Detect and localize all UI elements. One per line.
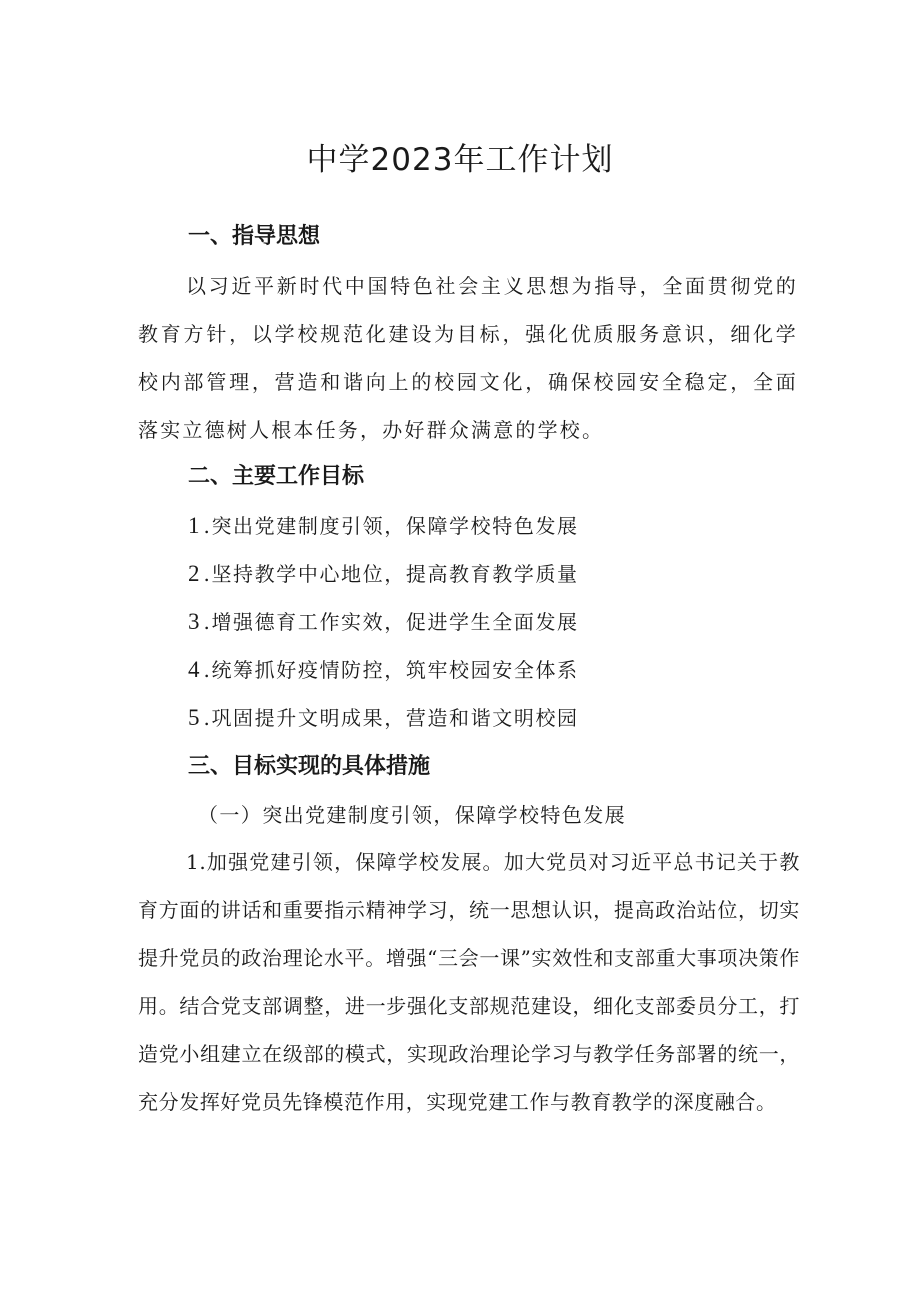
goal-item — [188, 557, 579, 591]
paragraph-guiding-ideology: 以习近平新时代中国特色社会主义思想为指导，全面贯彻党的教育方针，以学校规范化建设为目标，强化优质服务意识，细化学校内部管理，营造和谐向上的校园文化，确保校园安全稳定，全面落实立德树人根本任务，办好群众满意的学校。 — [138, 274, 798, 442]
goal-text: .坚持教学中心地位，提高教育教学质量 — [203, 562, 579, 586]
goal-item — [188, 653, 579, 687]
goal-number: 2 — [188, 561, 200, 586]
subsection-heading: （一）突出党建制度引领，保障学校特色发展 — [198, 803, 626, 827]
goal-number: 1 — [188, 513, 200, 538]
document-title: 中学2023年工作计划 — [306, 142, 614, 178]
goal-item — [188, 605, 579, 639]
goal-text: .突出党建制度引领，保障学校特色发展 — [203, 514, 579, 538]
goal-item — [188, 701, 579, 735]
goal-number: 4 — [188, 657, 200, 682]
section-heading-guiding-ideology: 一、指导思想 — [188, 224, 321, 249]
goal-item — [188, 509, 579, 543]
goal-text: .增强德育工作实效，促进学生全面发展 — [203, 610, 579, 634]
goal-number: 5 — [188, 705, 200, 730]
section-heading-main-goals: 二、主要工作目标 — [188, 464, 365, 489]
paragraph-party-building: 1.加强党建引领，保障学校发展。加大党员对习近平总书记关于教育方面的讲话和重要指示精神学习，统一思想认识，提高政治站位，切实提升党员的政治理论水平。增强“三会一课”实效性和支部重大事项决策作用。结合党支部调整，进一步强化支部规范建设，细化支部委员分工，打造党小组建立在级部的模式，实现政治理论学习与教学任务部署的统一，充分发挥好党员先锋模范作用，实现党建工作与教育教学的深度融合。 — [138, 850, 800, 1114]
goal-number: 3 — [188, 609, 200, 634]
section-heading-measures: 三、目标实现的具体措施 — [188, 754, 431, 779]
goal-text: .巩固提升文明成果，营造和谐文明校园 — [203, 706, 579, 730]
goal-text: .统筹抓好疫情防控，筑牢校园安全体系 — [203, 658, 579, 682]
